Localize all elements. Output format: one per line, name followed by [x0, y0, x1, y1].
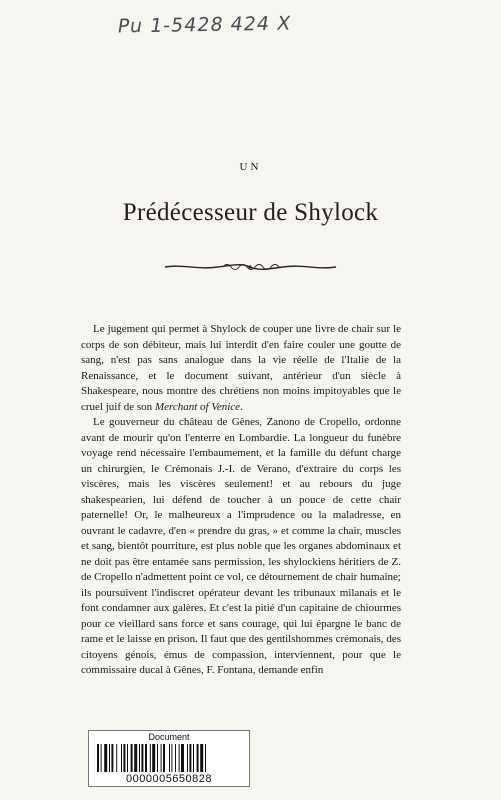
- page-title: Prédécesseur de Shylock: [122, 199, 379, 226]
- paragraph: Le jugement qui permet à Shylock de couper une livre de chair sur le corps de son débiteur, mais lui interdit d'en faire couler une goutte de sang, n'est pas sans analogue dans la vie réelle de l'Italie de la Renaissance, et le document suivant, antérieur d'un siècle à Shakespeare, nous montre des chrétiens non moins impitoyables que le cruel juif de son Merchant of Venice.: [81, 323, 401, 413]
- handwritten-shelfmark: Pu 1-5428 424 X: [115, 12, 293, 38]
- paragraph: Le gouverneur du château de Gênes, Zanono de Cropello, ordonne avant de mourir qu'on l'enterre en Lombardie. La longueur du funèbre voyage rend nécessaire l'embaumement, et la famille du défunt charge un chirurgien, le Crémonais J.-I. de Verano, d'extraire du corps les viscères, mais les viscères seulement! et au rebours du juge shakespearien, lui défend de toucher à un pouce de cette chair paternelle! Or, le malheureux a l'imprudence ou la maladresse, en ouvrant le cadavre, d'en « prendre du gras, » et comme la chair, muscles et sang, bientôt pourriture, est plus noble que les organes abdominaux et ne doit pas être entamée sans permission, les shylockiens héritiers de Z. de Cropello n'admettent point ce vol, ce détournement de chair humaine; ils poursuivent l'indiscret opérateur devant les tribunaux milanais et le font condamner aux galères. Et c'est la pitié d'un capitaine de chiourmes pour ce vieillard sans force et sans courage, qui lui épargne le banc de rame et le laisse en prison. Il faut que des gentilshommes crémonais, des citoyens génois, émus de compassion, interviennent, pour que le commissaire ducal à Gênes, F. Fontana, demande enfin: [81, 416, 401, 676]
- barcode-number: 0000005650828: [125, 773, 213, 785]
- barcode-caption: Document: [148, 732, 190, 742]
- ornament-divider: [163, 260, 338, 274]
- title-kicker: UN: [239, 161, 262, 173]
- article-body: [81, 322, 401, 679]
- barcode-icon: [97, 744, 241, 772]
- barcode-label: [88, 730, 250, 787]
